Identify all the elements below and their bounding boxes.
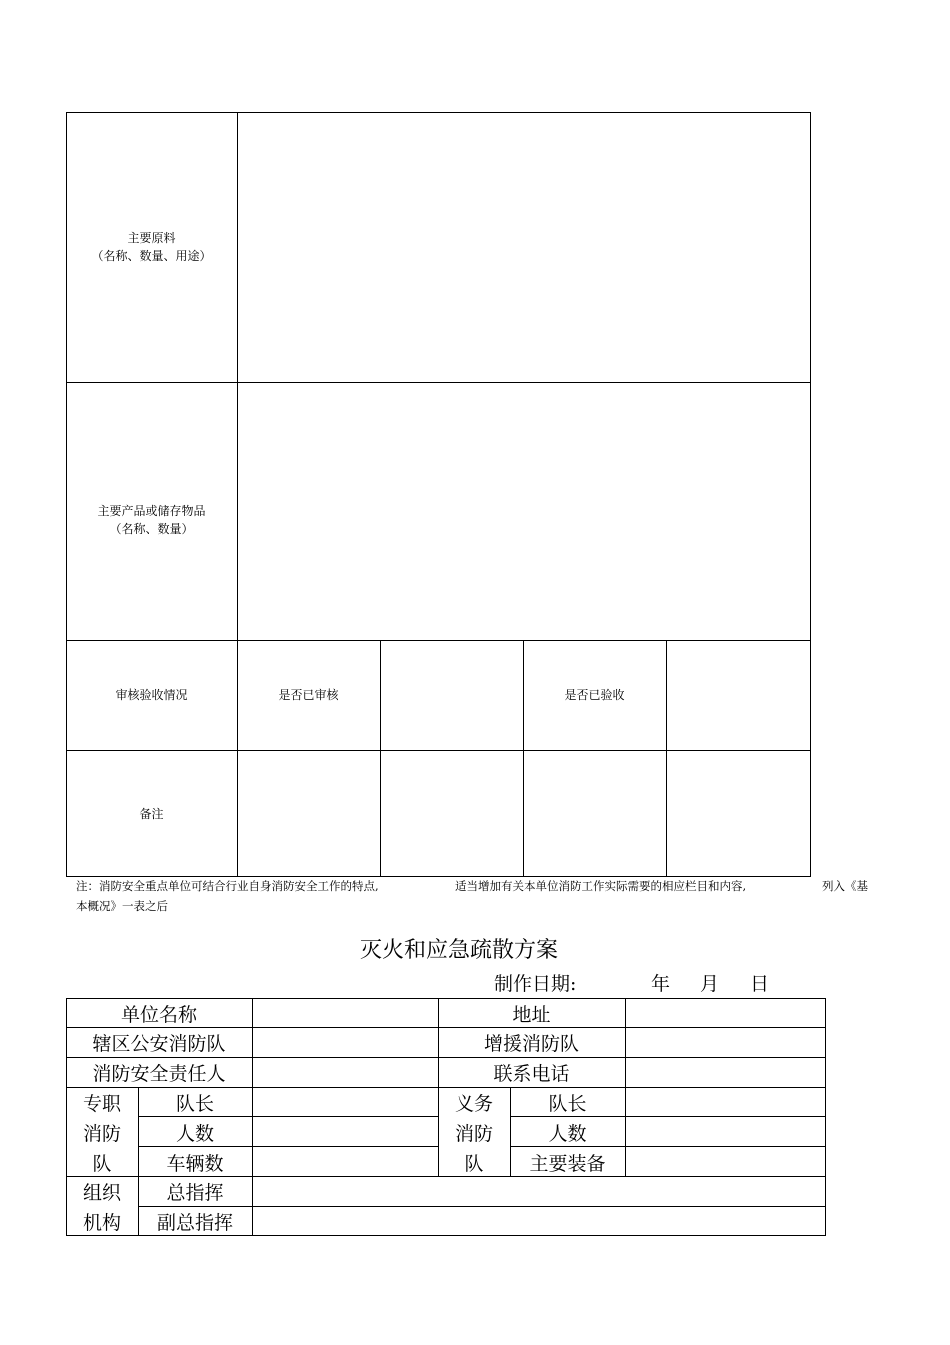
accepted-label-cell (523, 640, 666, 750)
address-label: 地址 (512, 1003, 551, 1026)
raw-materials-sublabel: （名称、数量、用途） (91, 249, 212, 263)
responsible-label: 消防安全责任人 (92, 1062, 226, 1085)
phone-field[interactable] (626, 1058, 825, 1086)
accepted-field[interactable] (667, 641, 810, 749)
vol-brigade-label-1: 义务 (454, 1092, 493, 1115)
vol-brigade-label-3: 队 (464, 1152, 484, 1175)
remarks-label: 备注 (139, 806, 164, 821)
note-part-2: 适当增加有关本单位消防工作实际需要的相应栏目和内容, (455, 879, 747, 893)
date-year: 年 (651, 973, 671, 995)
pro-headcount-field[interactable] (253, 1117, 437, 1145)
plan-title: 灭火和应急疏散方案 (360, 938, 559, 963)
unit-name-label: 单位名称 (120, 1003, 197, 1026)
responsible-field[interactable] (253, 1058, 437, 1086)
reviewed-label-cell (237, 640, 380, 750)
address-field[interactable] (626, 999, 825, 1026)
pro-headcount-label: 人数 (175, 1122, 214, 1145)
review-label-cell (66, 640, 237, 750)
org-label-2: 机构 (82, 1211, 121, 1234)
note-part-1: 注：消防安全重点单位可结合行业自身消防安全工作的特点, (76, 879, 379, 893)
pro-captain-field[interactable] (253, 1088, 437, 1115)
vol-headcount-field[interactable] (626, 1117, 825, 1145)
products-label: 主要产品或储存物品 (97, 504, 206, 518)
date-day: 日 (750, 973, 770, 995)
products-label-cell (66, 382, 237, 640)
date-label: 制作日期: (494, 973, 577, 995)
vol-captain-field[interactable] (626, 1088, 825, 1115)
pro-captain-label: 队长 (175, 1092, 214, 1115)
pro-brigade-label-2: 消防 (82, 1122, 121, 1145)
remarks-label-cell (66, 750, 237, 877)
vol-brigade-label-2: 消防 (454, 1122, 493, 1145)
vol-captain-label: 队长 (548, 1092, 587, 1115)
support-fire-field[interactable] (626, 1028, 825, 1056)
products-sublabel: （名称、数量） (109, 522, 194, 536)
vol-equipment-field[interactable] (626, 1147, 825, 1175)
district-fire-label: 辖区公安消防队 (92, 1032, 226, 1055)
reviewed-field[interactable] (381, 641, 522, 749)
commander-label: 总指挥 (166, 1181, 224, 1204)
remarks-field[interactable] (238, 751, 810, 876)
vol-equipment-label: 主要装备 (529, 1152, 606, 1175)
accepted-label: 是否已验收 (564, 688, 625, 702)
district-fire-field[interactable] (253, 1028, 437, 1056)
org-label-1: 组织 (82, 1181, 121, 1204)
pro-brigade-label-1: 专职 (82, 1092, 121, 1115)
date-month: 月 (700, 973, 720, 995)
deputy-commander-field[interactable] (253, 1207, 825, 1235)
support-fire-label: 增援消防队 (483, 1032, 579, 1055)
note-part-3: 列入《基 (822, 879, 868, 893)
unit-name-field[interactable] (253, 999, 437, 1026)
commander-field[interactable] (253, 1177, 825, 1205)
review-label: 审核验收情况 (115, 688, 188, 702)
deputy-commander-label: 副总指挥 (156, 1211, 233, 1234)
raw-materials-label-cell (66, 112, 237, 382)
products-field[interactable] (238, 383, 810, 639)
phone-label: 联系电话 (493, 1062, 570, 1085)
pro-vehicles-label: 车辆数 (166, 1152, 224, 1175)
pro-brigade-label-3: 队 (92, 1152, 112, 1175)
vol-headcount-label: 人数 (548, 1122, 587, 1145)
raw-materials-label: 主要原料 (127, 231, 176, 245)
note-line-2: 本概况》一表之后 (76, 899, 168, 913)
pro-vehicles-field[interactable] (253, 1147, 437, 1175)
raw-materials-field[interactable] (238, 113, 810, 381)
reviewed-label: 是否已审核 (278, 688, 339, 702)
